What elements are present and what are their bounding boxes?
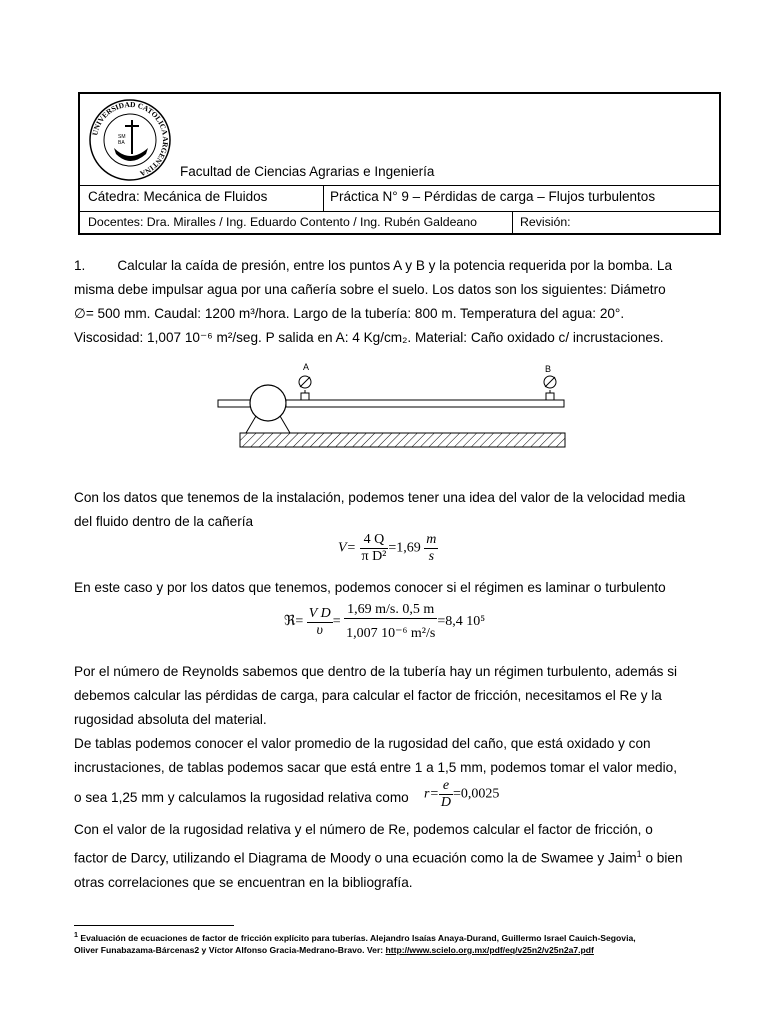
header-table [78,92,721,235]
problem-line: Calcular la caída de presión, entre los puntos A y B y la potencia requerida por la bomba. La [117,258,673,273]
faculty-name: Facultad de Ciencias Agrarias e Ingeniería [180,164,435,179]
text-line: debemos calcular las pérdidas de carga, para calcular el factor de fricción, necesitamos el Re y la [74,688,662,703]
problem-statement [74,254,714,350]
catedra-label: Cátedra: Mecánica de Fluidos [88,189,268,204]
text-line: otras correlaciones que se encuentran en la bibliografía. [74,874,413,890]
paragraph-friction [74,818,714,895]
relative-roughness-equation [424,778,499,811]
paragraph-regime: En este caso y por los datos que tenemos, podemos conocer si el régimen es laminar o turbulento [74,580,666,595]
eq-denominator: 1,007 10⁻⁶ m²/s [346,626,436,641]
text-line: incrustaciones, de tablas podemos sacar que está entre 1 a 1,5 mm, podemos tomar el valor medio, [74,760,677,775]
eq-unit-num: m [426,532,437,547]
footnote-text: Evaluación de ecuaciones de factor de fricción explícito para tuberías. Alejandro Isaías Anaya-Durand, Guillermo Israel Cauich-Segovia, [80,932,636,943]
text-line: factor de Darcy, utilizando el Diagrama de Moody o una ecuación como la de Swamee y Jaim [74,850,637,866]
eq-lhs: ℜ= [284,614,304,630]
eq-result: =8,4 10⁵ [437,614,486,630]
paragraph-roughness [74,660,714,780]
eq-result: =1,69 [388,540,421,556]
svg-text:UNIVERSIDAD CATOLICA ARGENTINA [90,100,170,179]
header-row-subject [80,185,719,212]
eq-denominator: D [440,795,452,810]
text-line: Por el número de Reynolds sabemos que dentro de la tubería hay un régimen turbulento, además si [74,664,678,679]
footnote-ref[interactable]: 1 [636,849,642,859]
university-logo [88,98,172,182]
svg-text:BA: BA [118,140,125,146]
eq-numerator: 4 Q [360,532,389,549]
eq-lhs: V= [338,540,356,556]
eq-numerator: 1,69 m/s. 0,5 m [344,602,437,619]
eq-denominator: υ [316,622,323,638]
text-line: del fluido dentro de la cañería [74,514,254,529]
reynolds-equation: ℜ= $\frac{\text{V D}}{\upsilon}$ = $\frac{1,69 m/s. 0,5 m}{\text{1,007 10⁻⁶ m²/s}}$ =8,4 10⁵ [284,602,486,641]
point-b-label: B [545,364,552,374]
eq-lhs: r= [424,786,439,802]
text-line: o bien [641,850,683,866]
point-a-label: A [303,362,310,372]
header-top [80,94,719,186]
ground-hatch [240,433,565,447]
logo-ring-text: UNIVERSIDAD CATOLICA ARGENTINA [90,99,171,179]
eq-result: =0,0025 [453,786,500,802]
footnote-mark: 1 [74,931,78,939]
text-line: De tablas podemos conocer el valor promedio de la rugosidad del caño, que está oxidado y con [74,736,651,751]
text-line: o sea 1,25 mm y calculamos la rugosidad relativa como [74,790,409,805]
header-row-docentes [80,211,719,235]
problem-line: misma debe impulsar agua por una cañería sobre el suelo. Los datos son los siguientes: Diámetro [74,282,666,297]
svg-text:SM: SM [118,134,126,140]
practica-label: Práctica N° 9 – Pérdidas de carga – Flujos turbulentos [330,189,656,204]
revision-label: Revisión: [520,215,571,229]
footnote [74,929,714,956]
eq-numerator: e [439,778,453,795]
velocity-equation [338,532,438,565]
problem-line: Viscosidad: 1,007 10⁻⁶ m²/seg. P salida en A: 4 Kg/cm₂. Material: Caño oxidado c/ incrustaciones. [74,330,664,345]
cell-divider [323,185,324,211]
text-line: Con el valor de la rugosidad relativa y el número de Re, podemos calcular el factor de fricción, o [74,822,653,837]
docentes-label: Docentes: Dra. Miralles / Ing. Eduardo Contento / Ing. Rubén Galdeano [88,215,477,229]
pump-pipe-diagram [210,360,580,455]
footnote-text: Oliver Funabazama-Bárcenas2 y Víctor Alfonso Gracia-Medrano-Bravo. Ver: [74,944,386,955]
problem-number: 1. [74,258,86,273]
problem-line: ∅= 500 mm. Caudal: 1200 m³/hora. Largo de la tubería: 800 m. Temperatura del agua: 20°. [74,306,625,321]
eq-denominator: π D² [361,549,387,564]
text-line: Con los datos que tenemos de la instalación, podemos tener una idea del valor de la velocidad media [74,490,686,505]
footnote-divider [74,925,234,926]
footnote-link[interactable]: http://www.scielo.org.mx/pdf/eq/v25n2/v25n2a7.pdf [385,944,594,955]
paragraph-velocity [74,486,714,534]
eq-numerator: V D [308,605,331,621]
text-line: rugosidad absoluta del material. [74,712,267,727]
eq-unit-den: s [424,548,438,565]
cell-divider [512,211,513,235]
